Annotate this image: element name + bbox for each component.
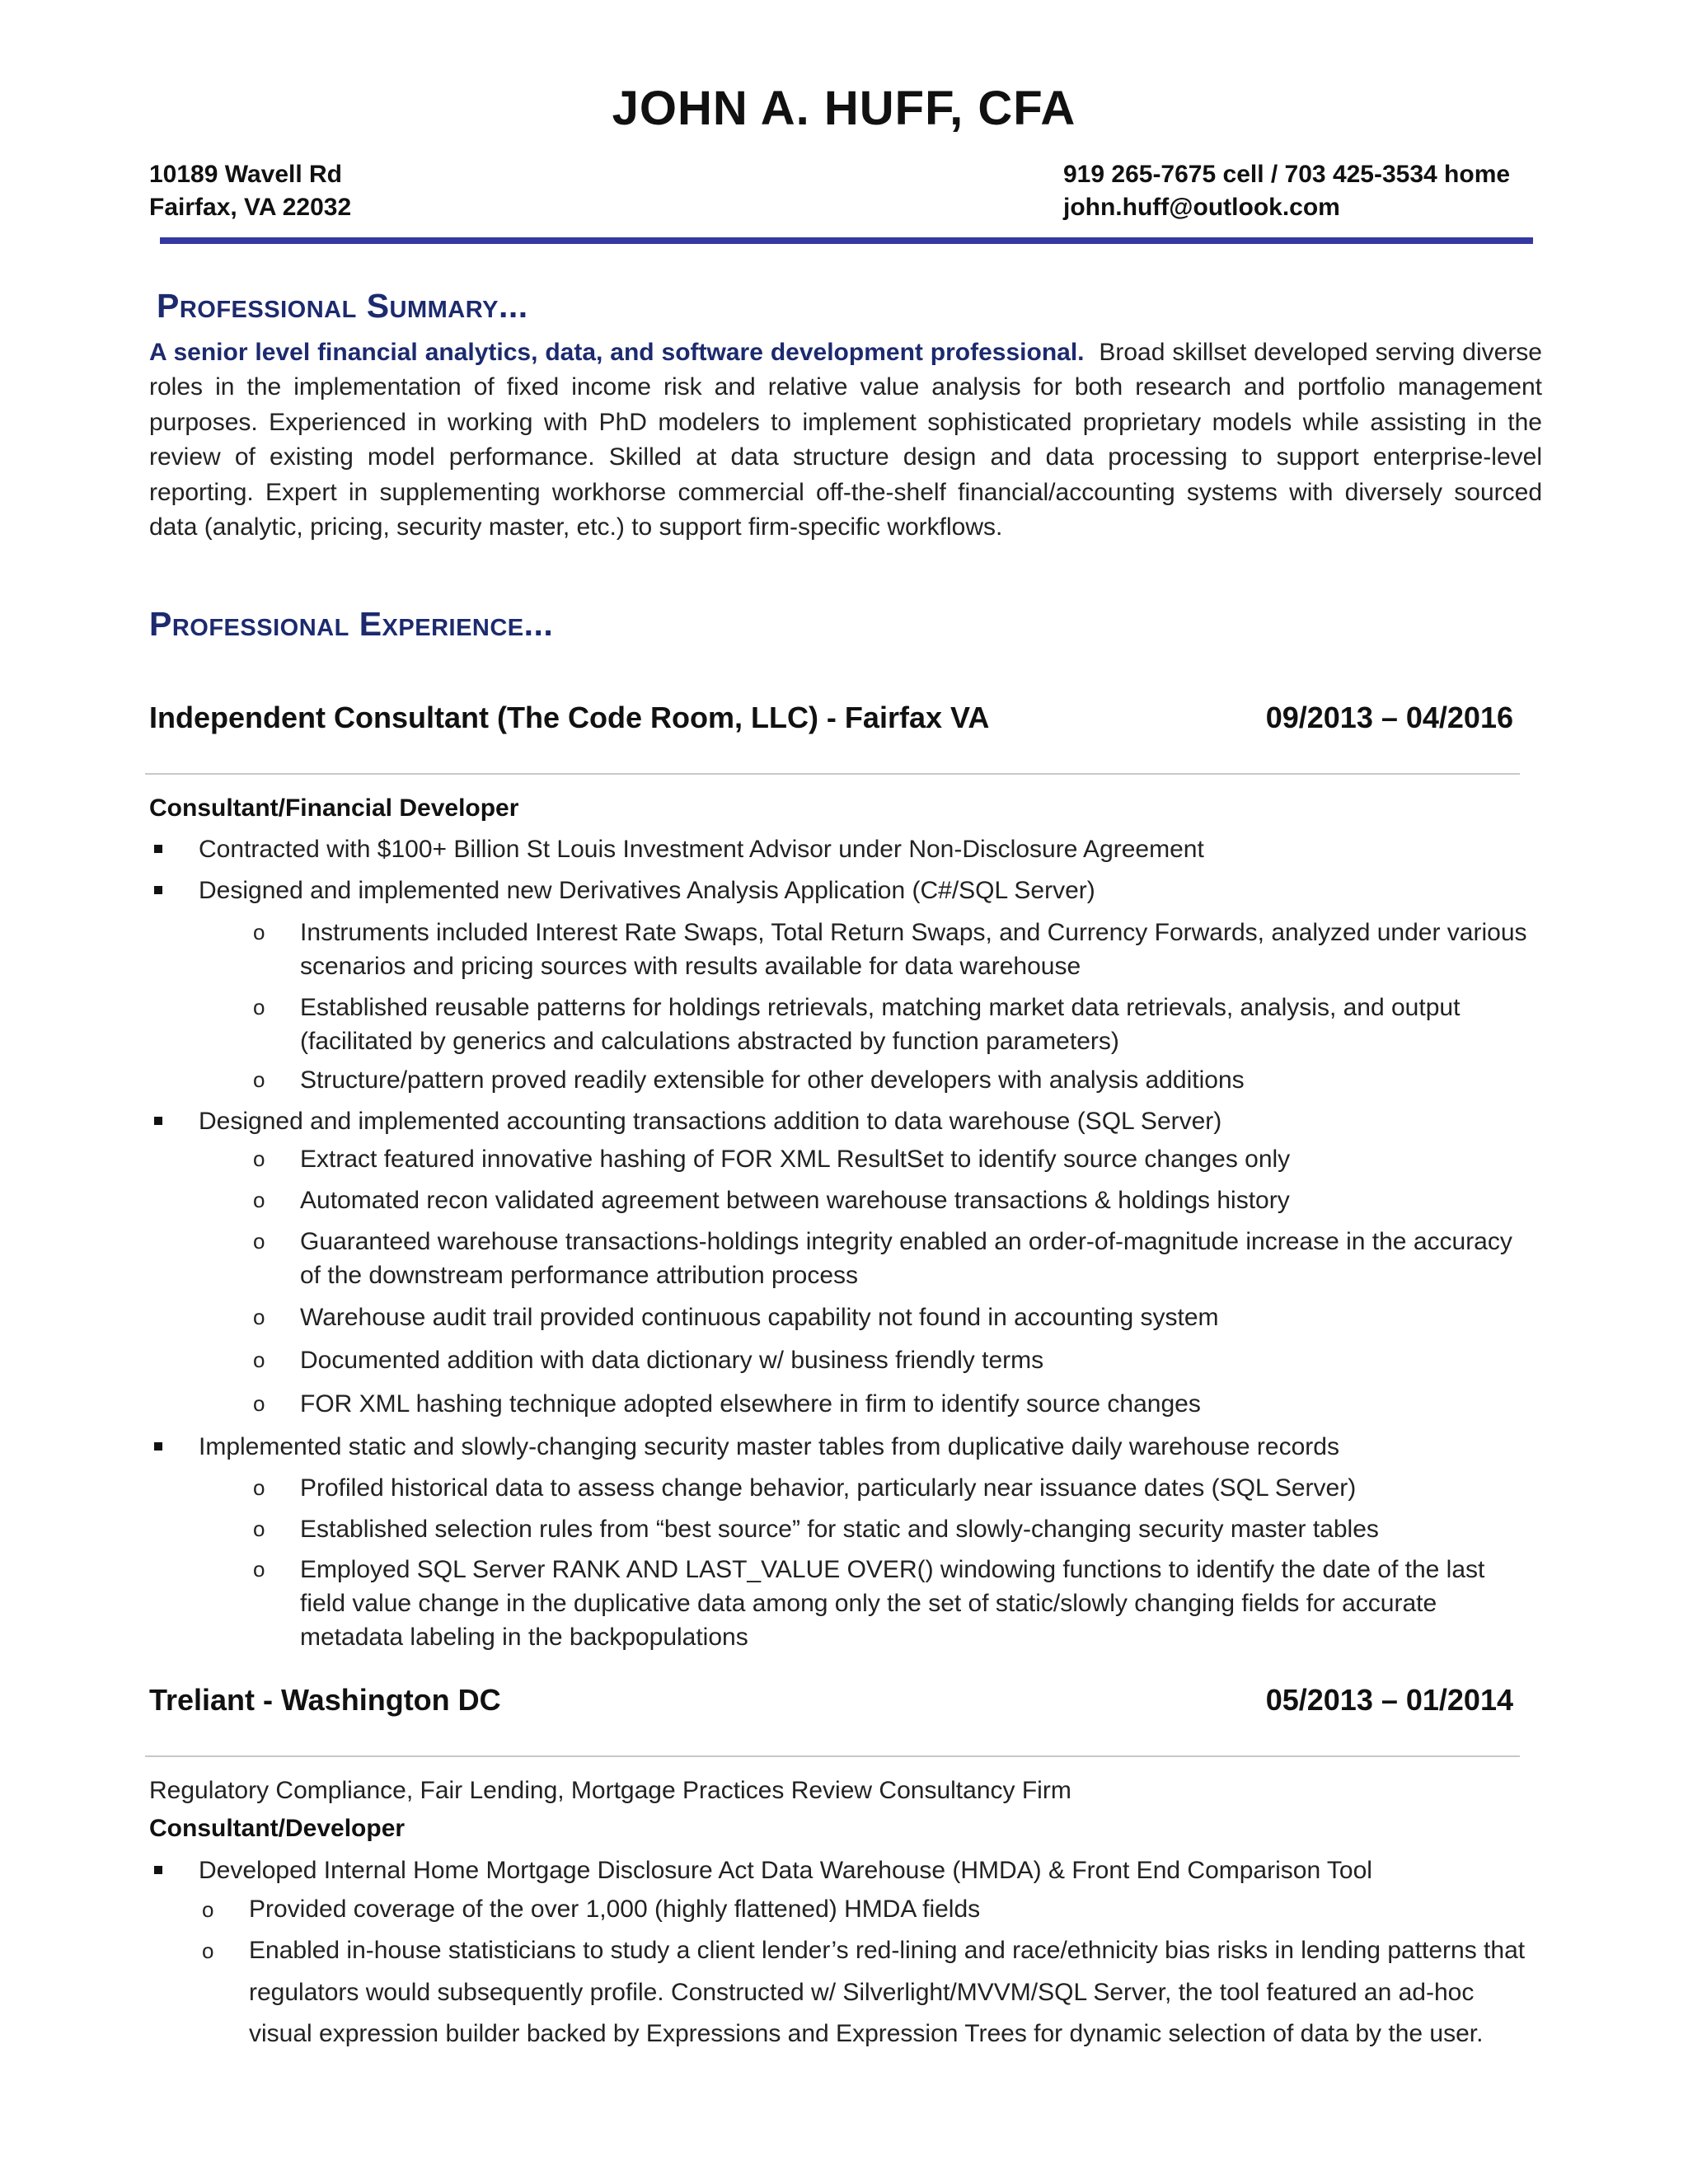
sub-bullet-item: o Employed SQL Server RANK AND LAST_VALUE OVER() windowing functions to identify the date of the last field value change in the duplicative data among only the set of static/slowly changing fields for accurate metadata labeling in the backpopulations (300, 1553, 1536, 1654)
sub-bullet-item: o Documented addition with data dictionary w/ business friendly terms (300, 1343, 1536, 1377)
sub-bullet-item: o Established reusable patterns for holdings retrievals, matching market data retrievals, analysis, and output (facilitated by generics and calculations abstracted by function parameters) (300, 991, 1536, 1058)
sub-bullet-item: o Established selection rules from “best source” for static and slowly-changing security master tables (300, 1512, 1536, 1546)
address-line-1: 10189 Wavell Rd (149, 161, 343, 188)
sub-bullet-item: o Extract featured innovative hashing of FOR XML ResultSet to identify source changes only (300, 1142, 1536, 1176)
sub-bullet-item: o Guaranteed warehouse transactions-holdings integrity enabled an order-of-magnitude increase in the accuracy of the downstream performance attribution process (300, 1225, 1536, 1292)
firm-description: Regulatory Compliance, Fair Lending, Mortgage Practices Review Consultancy Firm (149, 1777, 1071, 1804)
sub-bullet-item: o Profiled historical data to assess change behavior, particularly near issuance dates (SQL Server) (300, 1471, 1536, 1505)
job-role-code-room: Consultant/Financial Developer (149, 794, 519, 822)
sub-bullet-item: o FOR XML hashing technique adopted elsewhere in firm to identify source changes (300, 1387, 1536, 1421)
bullet-item: Developed Internal Home Mortgage Disclosure Act Data Warehouse (HMDA) & Front End Comparison Tool (199, 1854, 1534, 1887)
sub-bullet-item: o Automated recon validated agreement between warehouse transactions & holdings history (300, 1183, 1536, 1217)
experience-heading: Professional Experience... (149, 605, 554, 643)
sub-bullet-item: o Enabled in-house statisticians to study a client lender’s red-lining and race/ethnicity bias risks in lending patterns that regulators would subsequently profile. Constructed w/ Silverlight/MVVM/SQL Server, the tool featured an ad-hoc visual expression builder backed by Expressions and Expression Trees for dynamic selection of data by the user. (249, 1930, 1539, 2055)
sub-bullet-item: o Warehouse audit trail provided continuous capability not found in accounting system (300, 1301, 1536, 1334)
sub-bullet-item: o Structure/pattern proved readily extensible for other developers with analysis additions (300, 1063, 1536, 1097)
phone-numbers: 919 265-7675 cell / 703 425-3534 home (1063, 161, 1511, 188)
summary-heading: Professional Summary... (157, 287, 528, 325)
summary-lead: A senior level financial analytics, data, and software development professional. (149, 339, 1085, 366)
email-address: john.huff@outlook.com (1063, 194, 1340, 221)
job-role-treliant: Consultant/Developer (149, 1815, 406, 1842)
summary-paragraph (149, 335, 1542, 545)
contact-block (1063, 158, 1510, 224)
job-divider (145, 1755, 1520, 1757)
sub-bullet-item: o Instruments included Interest Rate Swaps, Total Return Swaps, and Currency Forwards, analyzed under various scenarios and pricing sources with results available for data warehouse (300, 916, 1536, 983)
address-line-2: Fairfax, VA 22032 (149, 194, 352, 221)
bullet-item: Implemented static and slowly-changing security master tables from duplicative daily warehouse records (199, 1430, 1534, 1464)
job-divider (145, 773, 1520, 775)
bullet-item: Contracted with $100+ Billion St Louis Investment Advisor under Non-Disclosure Agreement (199, 832, 1534, 866)
job-dates-treliant: 05/2013 – 01/2014 (1265, 1683, 1513, 1717)
job-dates-code-room: 09/2013 – 04/2016 (1265, 701, 1513, 734)
candidate-name: JOHN A. HUFF, CFA (612, 82, 1076, 135)
bullet-item: Designed and implemented new Derivatives Analysis Application (C#/SQL Server) (199, 874, 1534, 907)
header-divider (160, 237, 1533, 244)
address-block (149, 158, 351, 224)
sub-bullet-item: o Provided coverage of the over 1,000 (highly flattened) HMDA fields (249, 1889, 1539, 1931)
bullet-item: Designed and implemented accounting transactions addition to data warehouse (SQL Server) (199, 1104, 1534, 1138)
job-title-treliant: Treliant - Washington DC (149, 1683, 501, 1717)
job-title-code-room: Independent Consultant (The Code Room, LLC) - Fairfax VA (149, 701, 990, 734)
summary-text: Broad skillset developed serving diverse roles in the implementation of fixed income risk and relative value analysis for both research and portfolio management purposes. Experienced in working with PhD modelers to implement sophisticated proprietary models while assisting in the review of existing model performance. Skilled at data structure design and data processing to support enterprise-level reporting. Expert in supplementing workhorse commercial off-the-shelf financial/accounting systems with diversely sourced data (analytic, pricing, security master, etc.) to support firm-specific workflows. (149, 339, 1542, 541)
